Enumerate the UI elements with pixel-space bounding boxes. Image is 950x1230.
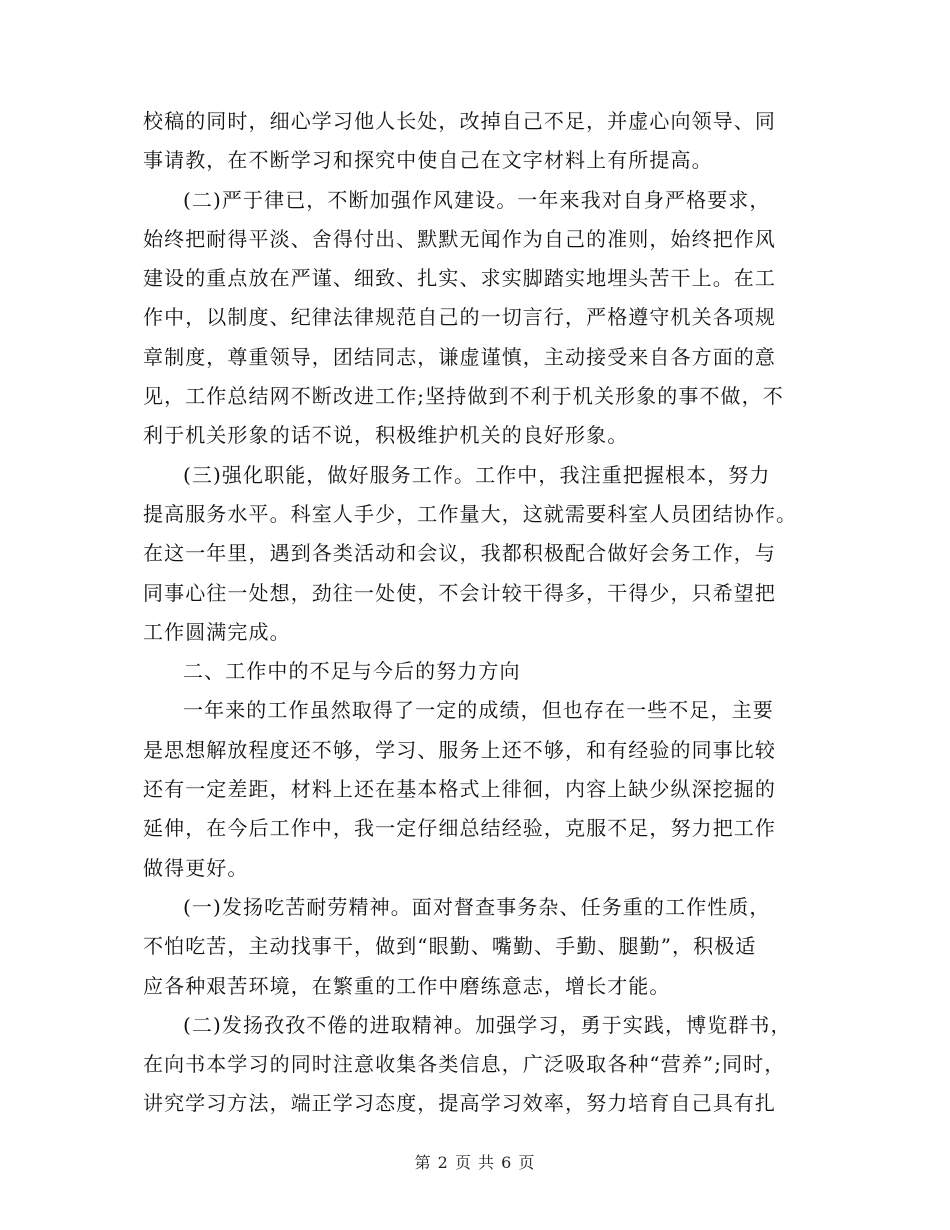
text-line: 章制度，尊重领导，团结同志，谦虚谨慎，主动接受来自各方面的意: [143, 344, 776, 369]
text-line: 利于机关形象的话不说，积极维护机关的良好形象。: [143, 423, 629, 448]
text-line: 事请教，在不断学习和探究中使自己在文字材料上有所提高。: [143, 148, 713, 173]
section-heading: 二、工作中的不足与今后的努力方向: [183, 659, 521, 684]
text-line: 做得更好。: [143, 855, 249, 880]
text-line: 在这一年里，遇到各类活动和会议，我都积极配合做好会务工作，与: [143, 541, 776, 566]
text-line: 见，工作总结网不断改进工作;坚持做到不利于机关形象的事不做，不: [143, 384, 784, 409]
text-line: 提高服务水平。科室人手少，工作量大，这就需要科室人员团结协作。: [143, 501, 798, 526]
text-line: 延伸，在今后工作中，我一定仔细总结经验，克服不足，努力把工作: [143, 816, 776, 841]
text-line: 始终把耐得平淡、舍得付出、默默无闻作为自己的准则，始终把作风: [143, 226, 776, 251]
text-line: 不怕吃苦，主动找事干，做到“眼勤、嘴勤、手勤、腿勤”，积极适: [143, 934, 757, 959]
page-number-footer: 第 2 页 共 6 页: [414, 1153, 536, 1172]
text-line: 应各种艰苦环境，在繁重的工作中磨练意志，增长才能。: [143, 973, 671, 998]
text-line: (二)发扬孜孜不倦的进取精神。加强学习，勇于实践，博览群书，: [183, 1012, 792, 1037]
text-line: 还有一定差距，材料上还在基本格式上徘徊，内容上缺少纵深挖掘的: [143, 777, 776, 802]
text-line: (三)强化职能，做好服务工作。工作中，我注重把握根本，努力: [183, 462, 771, 487]
text-line: 同事心往一处想，劲往一处使，不会计较干得多，干得少，只希望把: [143, 580, 776, 605]
text-line: (一)发扬吃苦耐劳精神。面对督查事务杂、任务重的工作性质，: [183, 894, 771, 919]
text-line: 在向书本学习的同时注意收集各类信息，广泛吸取各种“营养”;同时，: [143, 1052, 786, 1077]
text-line: 工作圆满完成。: [143, 619, 291, 644]
text-line: 讲究学习方法，端正学习态度，提高学习效率，努力培育自己具有扎: [143, 1091, 776, 1116]
text-line: 是思想解放程度还不够，学习、服务上还不够，和有经验的同事比较: [143, 737, 776, 762]
text-line: 一年来的工作虽然取得了一定的成绩，但也存在一些不足，主要: [183, 698, 774, 723]
text-line: 校稿的同时，细心学习他人长处，改掉自己不足，并虚心向领导、同: [143, 109, 776, 133]
text-line: 建设的重点放在严谨、细致、扎实、求实脚踏实地埋头苦干上。在工: [143, 266, 776, 291]
text-line: 作中，以制度、纪律法律规范自己的一切言行，严格遵守机关各项规: [143, 305, 776, 330]
document-body: [143, 102, 806, 1124]
text-line: (二)严于律已，不断加强作风建设。一年来我对自身严格要求，: [183, 187, 771, 212]
